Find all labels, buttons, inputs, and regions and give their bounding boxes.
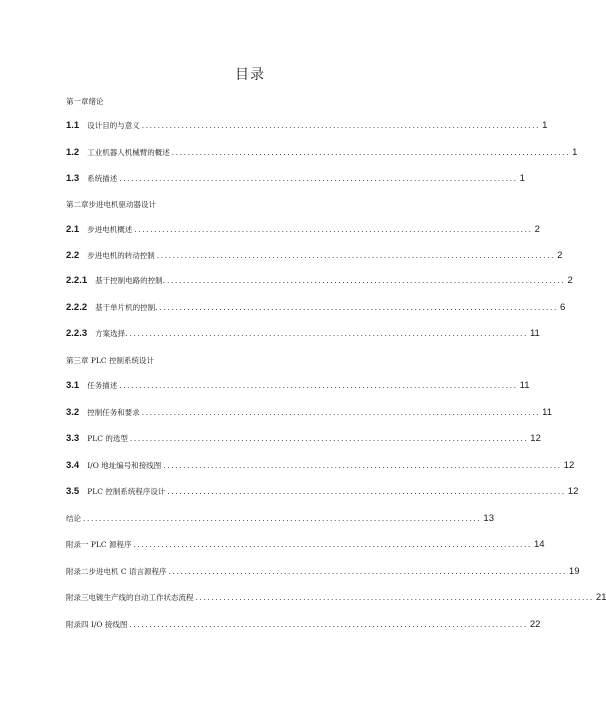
entry-label: 方案选择.	[95, 329, 128, 338]
entry-page-number: 1	[519, 173, 525, 184]
toc-entry-2-1[interactable]	[66, 224, 540, 235]
chapter-3-heading: 第三章 PLC 控制系统设计	[66, 356, 155, 365]
entry-page-number: 2	[557, 250, 563, 261]
entry-label: 步进电机的转动控制	[87, 251, 155, 260]
toc-entry-appendix-1[interactable]	[66, 539, 545, 550]
dot-leader: ....................................................................................................	[168, 567, 567, 576]
chapter-1-heading: 第一章绪论	[66, 97, 104, 106]
dot-leader: ....................................................................................................	[167, 487, 566, 496]
toc-entry-appendix-4[interactable]	[66, 619, 541, 630]
entry-number: 3.3	[66, 433, 80, 444]
dot-leader: ....................................................................................................	[119, 174, 518, 183]
toc-entry-1-3[interactable]	[66, 173, 525, 184]
entry-label: PLC 控制系统程序设计	[87, 487, 166, 496]
dot-leader: ....................................................................................................	[141, 408, 541, 417]
entry-page-number: 12	[563, 460, 575, 471]
entry-page-number: 12	[530, 433, 541, 444]
toc-entry-3-1[interactable]	[66, 380, 530, 391]
dot-leader: ....................................................................................................	[195, 593, 594, 602]
entry-number: 3.2	[66, 407, 80, 418]
dot-leader: ....................................................................................................	[119, 381, 518, 390]
entry-number: 1.2	[66, 147, 80, 158]
entry-label: 基于单片机的控制.	[95, 303, 158, 312]
entry-page-number: 11	[529, 328, 540, 339]
dot-leader: ....................................................................................................	[129, 434, 529, 443]
toc-entry-2-2-1[interactable]	[66, 275, 573, 286]
dot-leader: ....................................................................................................	[133, 540, 532, 549]
toc-entry-2-2-3[interactable]	[66, 328, 540, 339]
toc-entry-2-2-2[interactable]	[66, 302, 566, 313]
entry-label: 任务描述	[87, 381, 118, 390]
toc-entry-3-3[interactable]	[66, 433, 541, 444]
entry-page-number: 22	[529, 619, 541, 630]
entry-label: 结论	[66, 514, 81, 523]
dot-leader: ....................................................................................................	[159, 303, 558, 312]
dot-leader: ....................................................................................................	[171, 148, 571, 157]
entry-number: 3.4	[66, 460, 80, 471]
toc-entry-appendix-3[interactable]	[66, 592, 606, 603]
entry-label: 附录四 I/O 接线图	[66, 620, 128, 629]
entry-number: 2.2.3	[66, 328, 88, 339]
entry-label: PLC 的选型	[87, 434, 128, 443]
entry-number: 3.5	[66, 486, 80, 497]
entry-label: 设计目的与意义	[87, 121, 140, 130]
entry-page-number: 14	[533, 539, 545, 550]
dot-leader: ....................................................................................................	[134, 225, 533, 234]
chapter-2-heading: 第二章步进电机驱动器设计	[66, 200, 156, 209]
toc-entry-1-1[interactable]	[66, 120, 548, 131]
entry-page-number: 21	[595, 592, 606, 603]
entry-number: 2.2.2	[66, 302, 88, 313]
entry-page-number: 12	[567, 486, 579, 497]
entry-page-number: 11	[542, 407, 552, 418]
entry-label: 系统描述	[87, 174, 118, 183]
entry-page-number: 6	[559, 302, 566, 313]
dot-leader: ....................................................................................................	[141, 121, 541, 130]
entry-page-number: 13	[483, 513, 494, 524]
dot-leader: ....................................................................................................	[167, 276, 566, 285]
entry-label: 附录一 PLC 源程序	[66, 540, 132, 549]
entry-label: I/O 地址编号和接线图	[87, 461, 162, 470]
toc-entry-3-5[interactable]	[66, 486, 579, 497]
entry-number: 2.2.1	[66, 275, 88, 286]
dot-leader: ....................................................................................................	[83, 514, 482, 523]
entry-page-number: 19	[568, 566, 580, 577]
entry-number: 2.2	[66, 250, 80, 261]
dot-leader: ....................................................................................................	[156, 251, 556, 260]
entry-page-number: 11	[519, 380, 530, 391]
page-title: 目录	[235, 67, 265, 83]
dot-leader: ....................................................................................................	[129, 329, 528, 338]
dot-leader: ....................................................................................................	[129, 620, 528, 629]
toc-entry-appendix-2[interactable]	[66, 566, 580, 577]
entry-page-number: 2	[534, 224, 540, 235]
entry-number: 2.1	[66, 224, 80, 235]
entry-label: 基于控制电路的控制.	[95, 276, 166, 285]
entry-label: 工业机器人机械臂的概述	[87, 148, 170, 157]
entry-page-number: 1	[542, 120, 548, 131]
entry-label: 控制任务和要求	[87, 408, 140, 417]
toc-entry-2-2[interactable]	[66, 250, 563, 261]
entry-number: 1.3	[66, 173, 80, 184]
toc-entry-1-2[interactable]	[66, 147, 578, 158]
entry-label: 附录三电镀生产线的自动工作状态流程	[66, 593, 194, 602]
entry-label: 步进电机概述	[87, 225, 133, 234]
toc-entry-3-2[interactable]	[66, 407, 552, 418]
entry-page-number: 2	[567, 275, 573, 286]
entry-number: 1.1	[66, 120, 80, 131]
dot-leader: ....................................................................................................	[163, 461, 562, 470]
entry-label: 附录二步进电机 C 语言源程序	[66, 567, 167, 576]
entry-page-number: 1	[572, 147, 578, 158]
toc-entry-conclusion[interactable]	[66, 513, 494, 524]
toc-entry-3-4[interactable]	[66, 460, 575, 471]
entry-number: 3.1	[66, 380, 80, 391]
